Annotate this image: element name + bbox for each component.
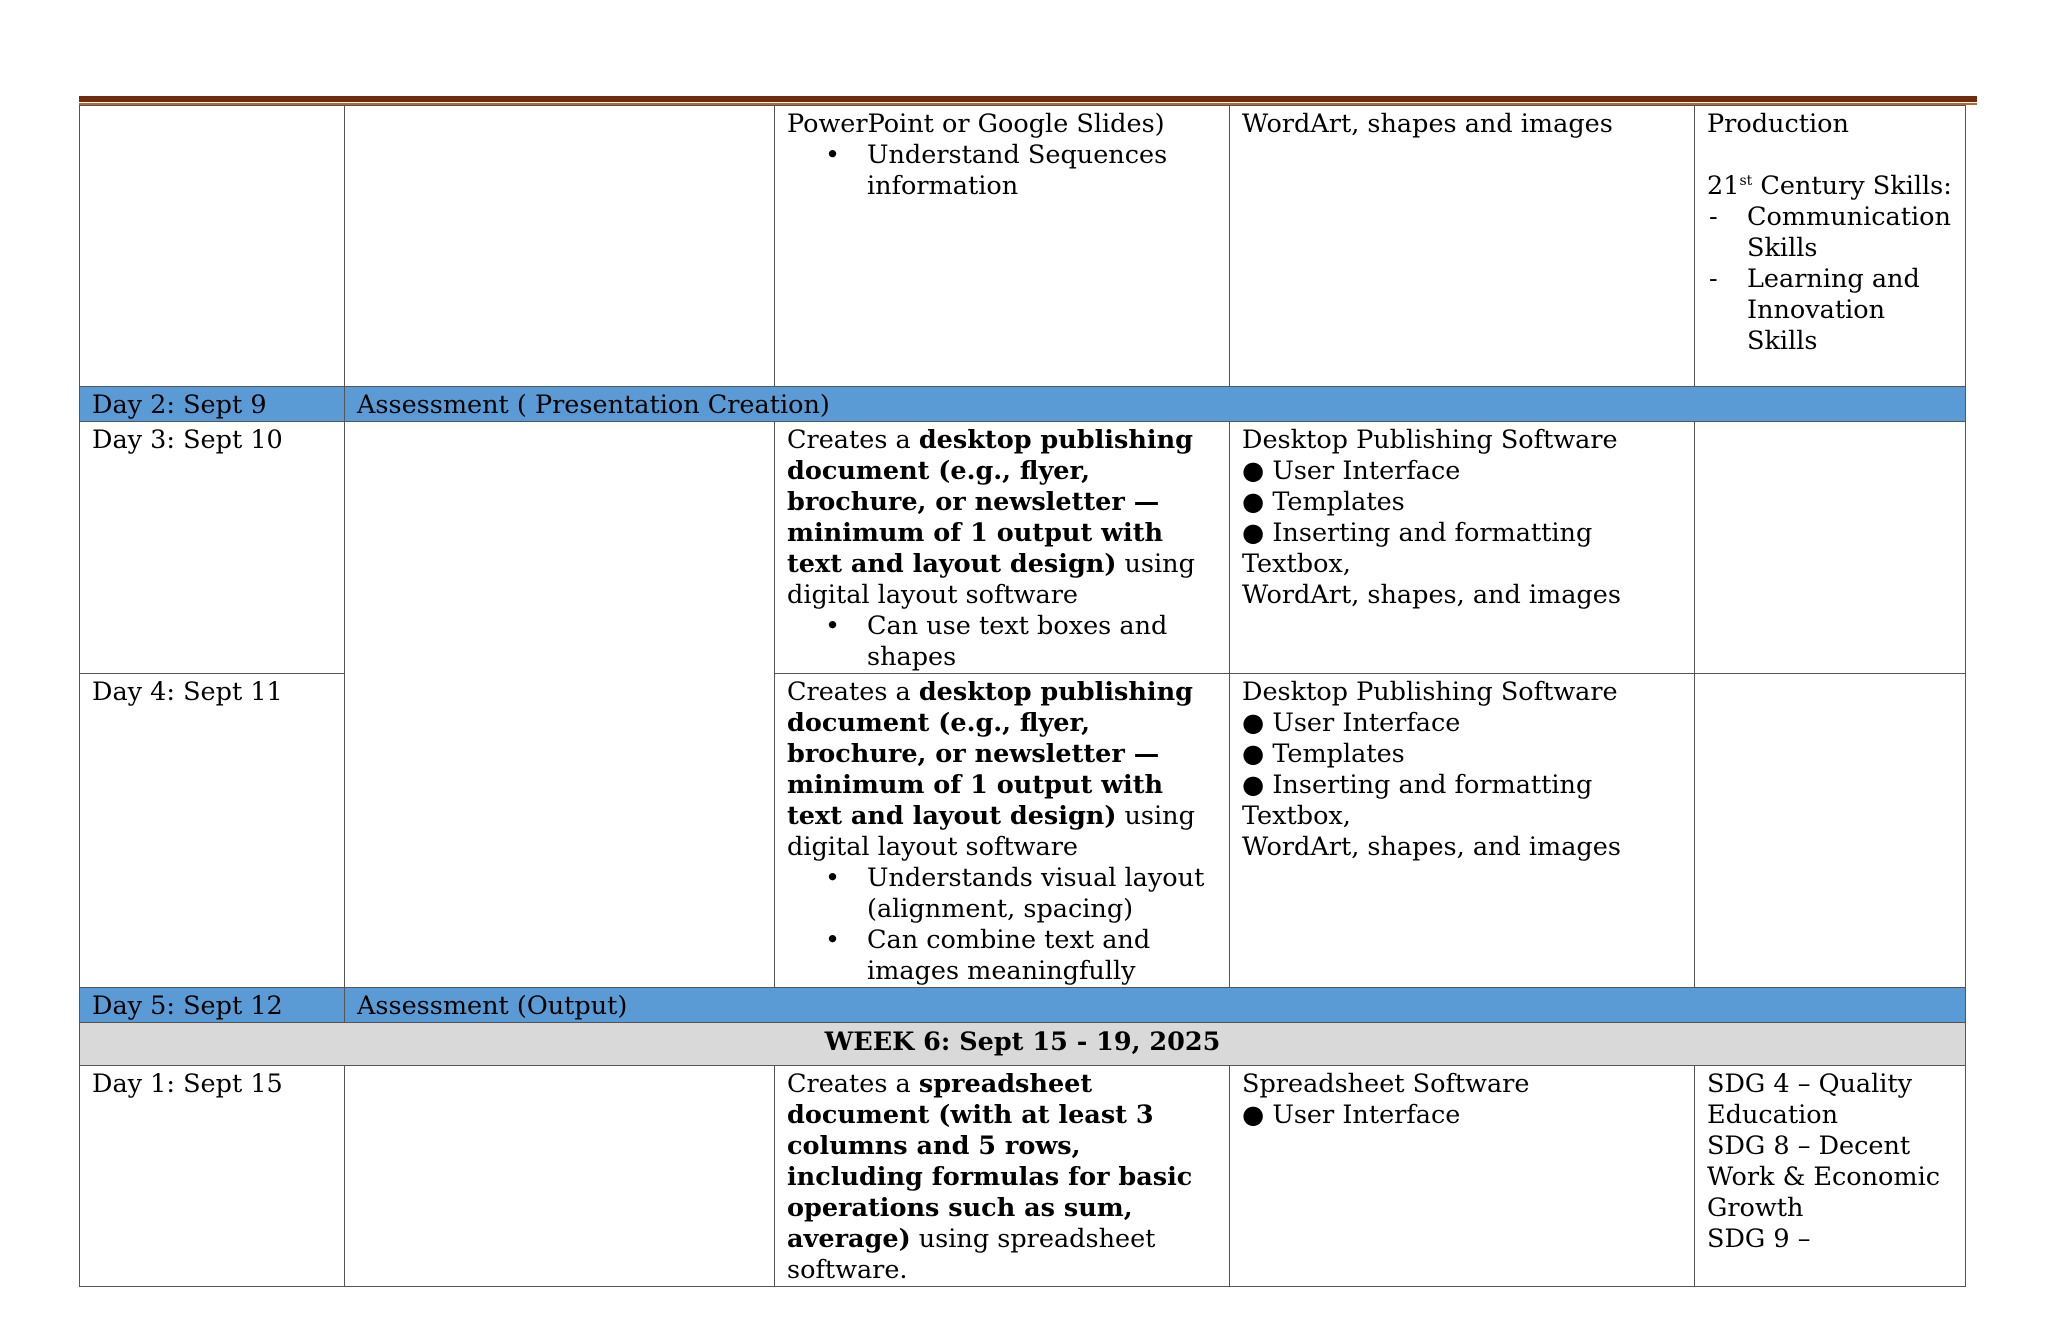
assessment-label: Assessment ( Presentation Creation) [345,387,1966,422]
cell-integration [1695,422,1966,674]
dash-item: - Learning and Innovation Skills [1707,264,1953,357]
assessment-row [80,988,1966,1023]
week-heading-row [80,1023,1966,1066]
cell-objectives: Creates a desktop publishing document (e.g., flyer, brochure, or newsletter — minimum of 1 output with text and layout design) using digital layout software • Understands visual layout (alignment, spacing) • Can combine text and images meaningfully [775,674,1230,988]
cell-objectives: Creates a spreadsheet document (with at least 3 columns and 5 rows, including formulas for basic operations such as sum, average) using spreadsheet software. [775,1066,1230,1287]
assessment-label: Assessment (Output) [345,988,1966,1023]
cell-competency [345,422,775,988]
cell-content: WordArt, shapes and images [1230,106,1695,387]
cell-day: Day 1: Sept 15 [80,1066,345,1287]
cell-integration: SDG 4 – Quality Education SDG 8 – Decent Work & Economic Growth SDG 9 – [1695,1066,1966,1287]
bullet-item: • Understands visual layout (alignment, spacing) [787,863,1217,925]
table-row-continued [80,106,1966,387]
bullet-item: • Can combine text and images meaningfully [787,925,1217,987]
table-row-day1 [80,1066,1966,1287]
cell-day: Day 4: Sept 11 [80,674,345,988]
cell-day: Day 2: Sept 9 [80,387,345,422]
cell-objectives: PowerPoint or Google Slides) • Understand Sequences information [775,106,1230,387]
cell-day [80,106,345,387]
table-row-day3 [80,422,1966,674]
lesson-plan-table [79,105,1966,1287]
cell-day: Day 3: Sept 10 [80,422,345,674]
bullet-item: • Understand Sequences information [787,140,1217,202]
cell-integration [1695,674,1966,988]
dash-item: - Communication Skills [1707,202,1953,264]
cell-content: Spreadsheet Software ● User Interface [1230,1066,1695,1287]
cell-competency [345,1066,775,1287]
cell-objectives: Creates a desktop publishing document (e.g., flyer, brochure, or newsletter — minimum of 1 output with text and layout design) using digital layout software • Can use text boxes and shapes [775,422,1230,674]
bullet-item: • Can use text boxes and shapes [787,611,1217,673]
week-title: WEEK 6: Sept 15 - 19, 2025 [80,1023,1966,1066]
assessment-row [80,387,1966,422]
cell-integration: Production 21st Century Skills: - Communication Skills - Learning and Innovation Skills [1695,106,1966,387]
cell-content: Desktop Publishing Software ● User Interface ● Templates ● Inserting and formatting Textbox, WordArt, shapes, and images [1230,674,1695,988]
cell-content: Desktop Publishing Software ● User Interface ● Templates ● Inserting and formatting Textbox, WordArt, shapes, and images [1230,422,1695,674]
cell-competency [345,106,775,387]
cell-day: Day 5: Sept 12 [80,988,345,1023]
header-rule [79,96,1977,102]
